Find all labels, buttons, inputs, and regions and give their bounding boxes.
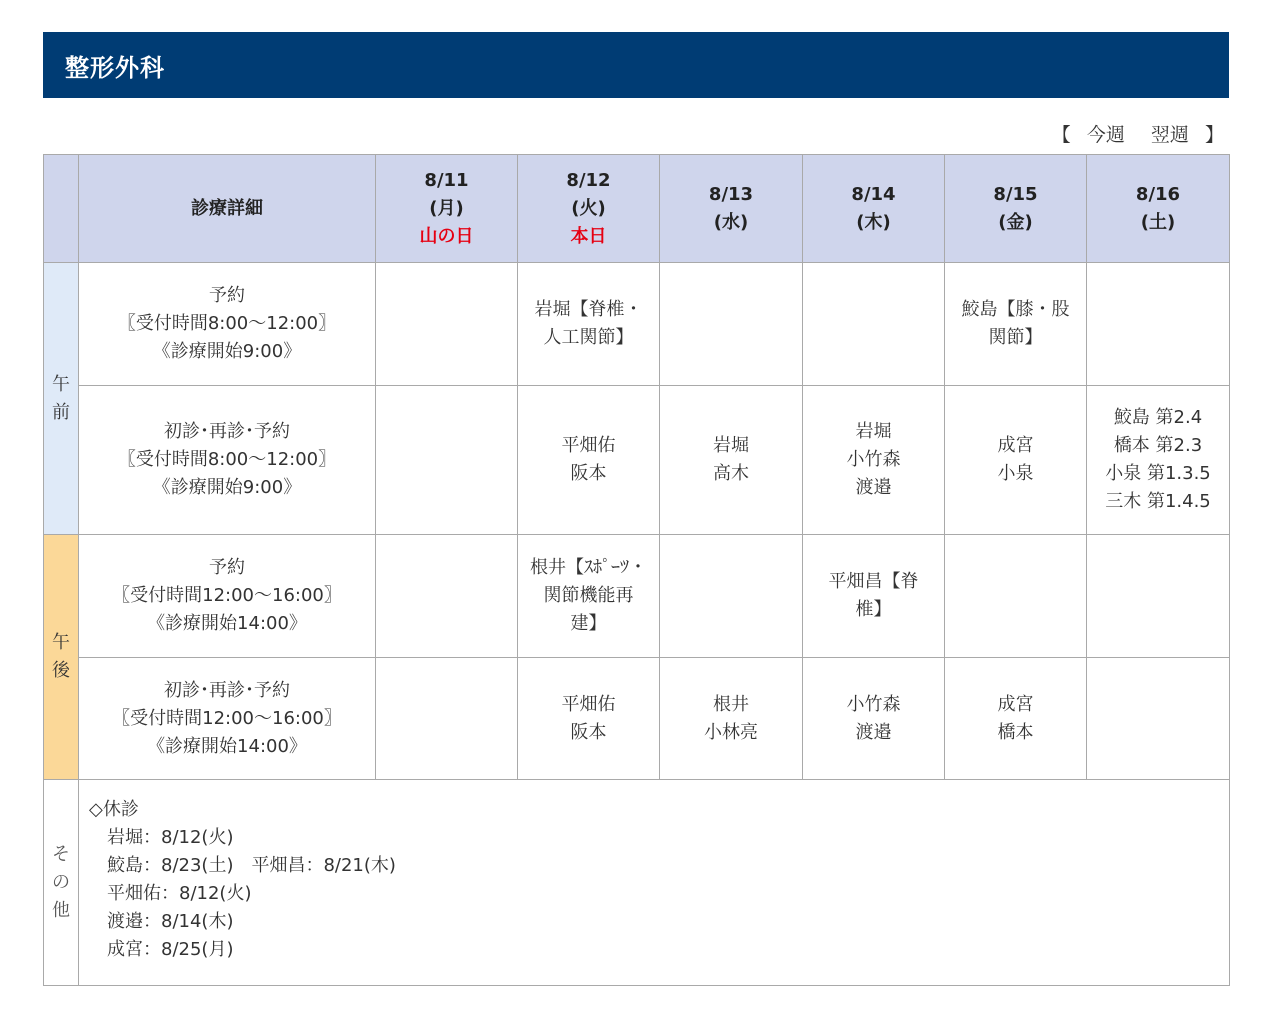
schedule-cell: 成宮 小泉	[945, 386, 1087, 535]
schedule-cell: 平畑佑 阪本	[518, 658, 660, 780]
table-row	[44, 386, 1230, 535]
schedule-cell: 鮫島【膝・股 関節】	[945, 263, 1087, 386]
corner-cell	[44, 155, 79, 263]
page-title: 整形外科	[65, 54, 165, 82]
schedule-table	[43, 154, 1230, 986]
afternoon-label: 午 後	[44, 535, 79, 780]
day-header-0815: 8/15 (金)	[945, 155, 1087, 263]
schedule-cell	[803, 263, 945, 386]
schedule-cell	[945, 535, 1087, 658]
detail-cell: 予約 〖受付時間8:00～12:00〗 《診療開始9:00》	[79, 263, 376, 386]
department-title-bar	[43, 32, 1229, 98]
schedule-cell: 平畑昌【脊 椎】	[803, 535, 945, 658]
note-line: 成宮：8/25(月)	[107, 939, 234, 960]
closure-notes	[79, 780, 1230, 986]
holiday-label: 山の日	[419, 225, 474, 247]
schedule-cell: 鮫島 第2.4 橋本 第2.3 小泉 第1.3.5 三木 第1.4.5	[1087, 386, 1230, 535]
schedule-cell	[376, 658, 518, 780]
schedule-cell: 根井 小林亮	[660, 658, 803, 780]
note-line: 平畑佑：8/12(火)	[107, 883, 252, 904]
schedule-cell	[376, 535, 518, 658]
schedule-cell: 岩堀 小竹森 渡邉	[803, 386, 945, 535]
day-header-0816: 8/16 (土)	[1087, 155, 1230, 263]
day-header-0812: 8/12 (火) 本日	[518, 155, 660, 263]
schedule-cell	[1087, 658, 1230, 780]
schedule-cell: 小竹森 渡邉	[803, 658, 945, 780]
day-header-0811: 8/11 (月) 山の日	[376, 155, 518, 263]
schedule-cell: 平畑佑 阪本	[518, 386, 660, 535]
detail-cell: 予約 〖受付時間12:00～16:00〗 《診療開始14:00》	[79, 535, 376, 658]
schedule-cell: 岩堀【脊椎・ 人工関節】	[518, 263, 660, 386]
table-row	[44, 780, 1230, 986]
bracket-open: 【	[1051, 124, 1071, 146]
bracket-close: 】	[1204, 124, 1224, 146]
schedule-cell	[660, 263, 803, 386]
note-line: 岩堀：8/12(火)	[107, 827, 234, 848]
today-label: 本日	[570, 225, 607, 247]
schedule-cell: 根井【ｽﾎﾟｰﾂ・ 関節機能再 建】	[518, 535, 660, 658]
schedule-cell: 成宮 橋本	[945, 658, 1087, 780]
schedule-cell	[376, 263, 518, 386]
this-week-link[interactable]: 今週	[1086, 124, 1125, 146]
morning-label: 午 前	[44, 263, 79, 535]
other-label: そ の 他	[44, 780, 79, 986]
schedule-cell	[660, 535, 803, 658]
next-week-link[interactable]: 翌週	[1150, 124, 1189, 146]
notes-heading: ◇休診	[89, 799, 139, 820]
detail-cell: 初診･再診･予約 〖受付時間12:00～16:00〗 《診療開始14:00》	[79, 658, 376, 780]
table-row	[44, 263, 1230, 386]
table-row	[44, 535, 1230, 658]
detail-header: 診療詳細	[79, 155, 376, 263]
table-row	[44, 658, 1230, 780]
schedule-cell	[1087, 263, 1230, 386]
schedule-cell	[376, 386, 518, 535]
week-navigation	[1052, 120, 1224, 147]
day-header-0813: 8/13 (水)	[660, 155, 803, 263]
note-line: 渡邉：8/14(木)	[107, 911, 234, 932]
detail-cell: 初診･再診･予約 〖受付時間8:00～12:00〗 《診療開始9:00》	[79, 386, 376, 535]
day-header-0814: 8/14 (木)	[803, 155, 945, 263]
schedule-cell: 岩堀 高木	[660, 386, 803, 535]
schedule-cell	[1087, 535, 1230, 658]
note-line: 鮫島：8/23(土) 平畑昌：8/21(木)	[107, 855, 396, 876]
